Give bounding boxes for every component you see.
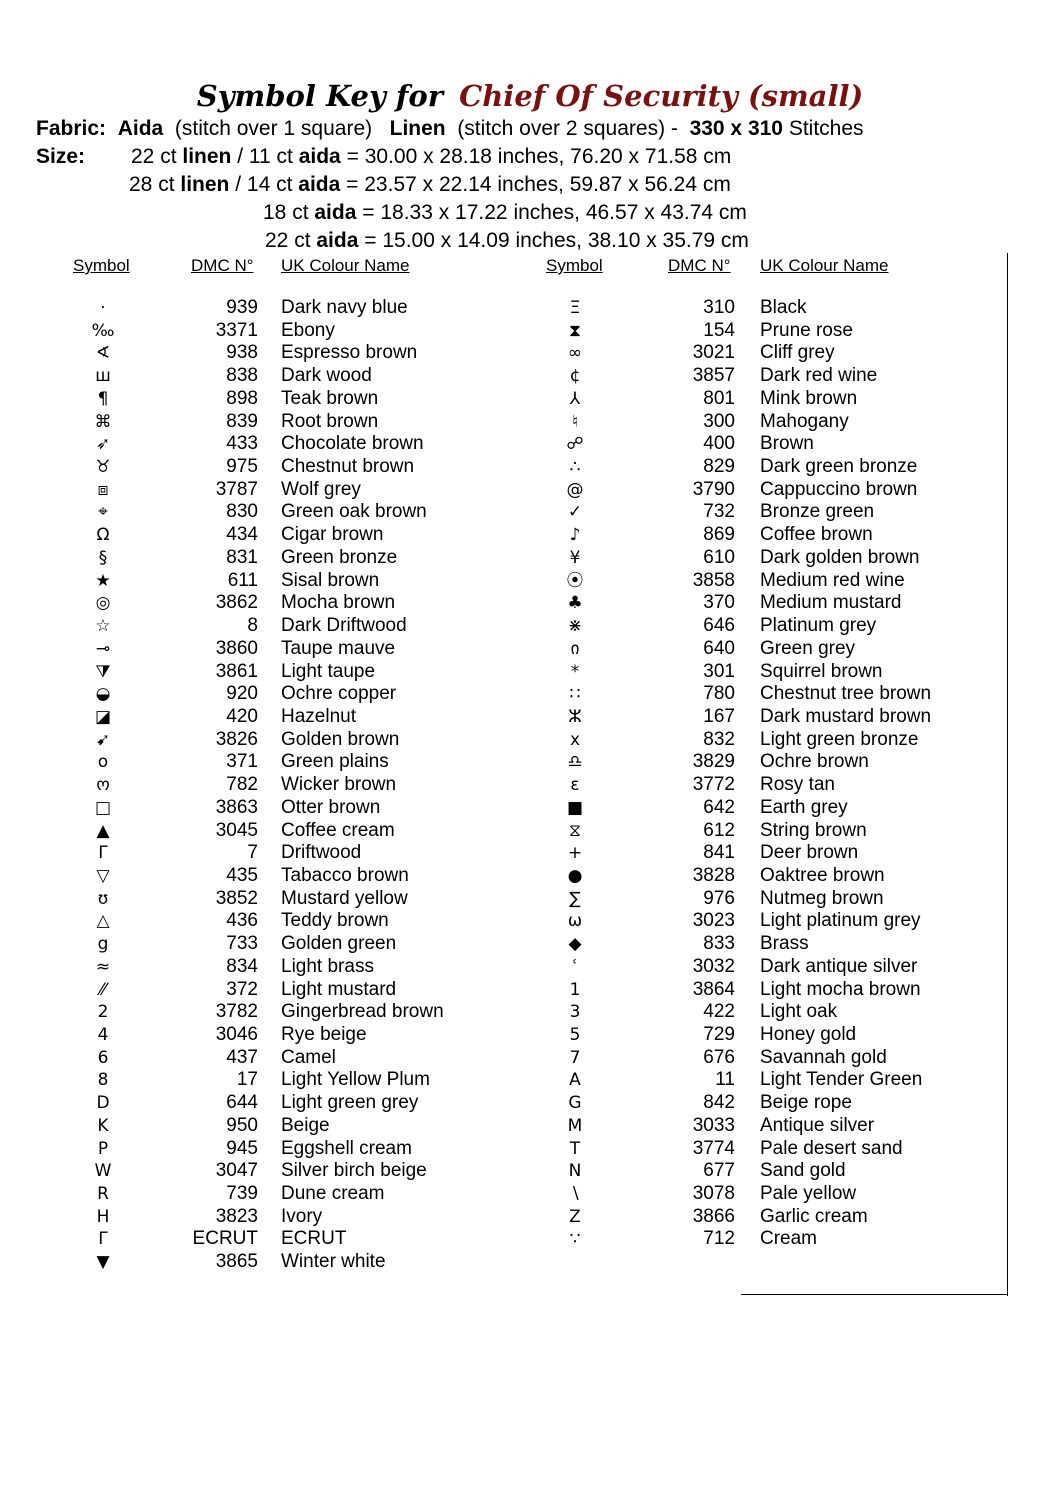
- dmc-number: 434: [226, 524, 258, 546]
- symbol-glyph: 7: [569, 1047, 581, 1068]
- dmc-number: 3033: [692, 1114, 735, 1136]
- colour-name: Oaktree brown: [760, 864, 885, 886]
- colour-name: Light taupe: [281, 660, 376, 682]
- dmc-number: 435: [226, 864, 258, 886]
- dmc-number: 640: [703, 637, 735, 659]
- dmc-number: 975: [226, 456, 258, 478]
- dmc-number: 611: [227, 569, 258, 591]
- colour-name: Dark green bronze: [760, 456, 918, 478]
- symbol-glyph: W: [94, 1161, 112, 1182]
- colour-name: Wicker brown: [281, 774, 397, 796]
- colour-name: Deer brown: [760, 842, 859, 864]
- symbol-glyph: T: [569, 1138, 581, 1159]
- colour-name: Light mustard: [281, 978, 397, 1000]
- symbol-glyph: ▲: [96, 820, 110, 841]
- colour-name: Coffee brown: [760, 524, 873, 546]
- dmc-number: 842: [703, 1092, 735, 1114]
- symbol-glyph: 6: [97, 1047, 109, 1068]
- colour-name: Silver birch beige: [281, 1160, 427, 1182]
- symbol-glyph: 3: [569, 1002, 581, 1023]
- dmc-number: 782: [226, 774, 258, 796]
- symbol-glyph: ♪: [569, 525, 581, 546]
- colour-name: Tabacco brown: [281, 864, 409, 886]
- dmc-number: 829: [703, 456, 735, 478]
- dmc-number: 3078: [692, 1183, 735, 1205]
- symbol-glyph: ⌖: [98, 502, 108, 523]
- symbol-glyph: ⦿: [566, 570, 584, 591]
- colour-name: Dark wood: [281, 365, 372, 387]
- symbol-glyph: ∴: [569, 457, 581, 478]
- colour-name: Otter brown: [281, 796, 381, 818]
- dmc-number: 677: [703, 1160, 735, 1182]
- dmc-number: 8: [247, 615, 258, 637]
- colour-name: Chestnut tree brown: [760, 683, 932, 705]
- stitches-word: Stitches: [788, 117, 864, 140]
- symbol-glyph: ➶: [95, 434, 111, 455]
- dmc-number: 300: [703, 410, 735, 432]
- dmc-number: 17: [236, 1069, 258, 1091]
- dmc-number: 832: [703, 728, 735, 750]
- colour-name: Hazelnut: [281, 705, 356, 727]
- symbol-glyph: M: [567, 1115, 583, 1136]
- dmc-number: 3866: [692, 1205, 735, 1227]
- colour-name: Light platinum grey: [760, 910, 921, 932]
- symbol-glyph: ▽: [96, 865, 110, 886]
- dmc-number: 3774: [692, 1137, 735, 1159]
- symbol-glyph: ⧗: [569, 320, 581, 341]
- colour-name: Golden green: [281, 933, 397, 955]
- symbol-glyph: ◆: [568, 934, 582, 955]
- dmc-number: 3861: [215, 660, 258, 682]
- dmc-number: 3787: [215, 478, 258, 500]
- symbol-glyph: ε: [570, 775, 580, 796]
- symbol-glyph: □: [94, 797, 112, 818]
- dmc-number: 838: [226, 365, 258, 387]
- colour-name: Beige rope: [760, 1092, 852, 1114]
- header-symbol-right: Symbol: [546, 256, 603, 275]
- dmc-number: 920: [226, 683, 258, 705]
- symbol-glyph: 4: [97, 1025, 109, 1045]
- dmc-number: 833: [703, 933, 735, 955]
- colour-name: Eggshell cream: [281, 1137, 412, 1159]
- dmc-number: 372: [226, 978, 258, 1000]
- header-name-right: UK Colour Name: [760, 256, 889, 275]
- right-border-line: [1007, 253, 1008, 1296]
- symbol-glyph: §: [98, 547, 108, 568]
- dmc-number: 839: [226, 410, 258, 432]
- symbol-glyph: ♣: [567, 593, 583, 614]
- header-symbol-left: Symbol: [73, 256, 130, 275]
- symbol-glyph: Ω: [96, 525, 110, 546]
- dmc-number: 3772: [692, 774, 735, 796]
- dmc-number: 3857: [692, 365, 735, 387]
- fabric-label: Fabric:: [36, 117, 107, 140]
- colour-name: Garlic cream: [760, 1205, 868, 1227]
- colour-name: Dark Driftwood: [281, 615, 407, 637]
- colour-name: Root brown: [281, 410, 379, 432]
- symbol-glyph: P: [97, 1138, 109, 1159]
- dmc-number: 676: [703, 1046, 735, 1068]
- symbol-glyph: ⊸: [95, 638, 111, 659]
- colour-name: Green plains: [281, 751, 389, 773]
- dmc-number: 642: [703, 796, 735, 818]
- symbol-glyph: ო: [96, 775, 110, 796]
- dmc-number: 422: [703, 1001, 735, 1023]
- dmc-number: ECRUT: [192, 1228, 258, 1250]
- size-label: Size:: [36, 145, 86, 168]
- colour-name: Squirrel brown: [760, 660, 883, 682]
- symbol-glyph: Z: [569, 1206, 581, 1227]
- dmc-number: 801: [703, 387, 735, 409]
- size-line-2: 28 ct linen / 14 ct aida = 23.57 x 22.14 inches, 59.87 x 56.24 cm: [129, 173, 731, 196]
- colour-name: Golden brown: [281, 728, 400, 750]
- colour-name: Brown: [760, 433, 814, 455]
- symbol-glyph: ◪: [94, 706, 112, 727]
- dmc-number: 976: [703, 887, 735, 909]
- symbol-glyph: o: [97, 752, 109, 773]
- dmc-number: 3826: [215, 728, 258, 750]
- dmc-number: 3790: [692, 478, 735, 500]
- symbol-glyph: 1: [569, 979, 581, 1000]
- colour-name: Coffee cream: [281, 819, 395, 841]
- dmc-number: 433: [226, 433, 258, 455]
- symbol-glyph: 5: [569, 1025, 581, 1045]
- symbol-glyph: ʊ: [97, 888, 109, 909]
- dmc-number: 3864: [692, 978, 735, 1000]
- dmc-number: 712: [703, 1228, 735, 1250]
- dmc-number: 11: [715, 1069, 735, 1091]
- symbol-glyph: ⁄⁄: [100, 979, 106, 1000]
- colour-name: Green oak brown: [281, 501, 427, 523]
- dmc-number: 3045: [215, 819, 258, 841]
- symbol-glyph: ◎: [95, 593, 111, 614]
- symbol-glyph: Γ: [98, 1229, 108, 1250]
- colour-name: Mahogany: [760, 410, 849, 432]
- colour-name: String brown: [760, 819, 867, 841]
- dmc-number: 3852: [215, 887, 258, 909]
- symbol-glyph: ♎: [567, 752, 583, 773]
- colour-name: Mocha brown: [281, 592, 396, 614]
- colour-name: Cliff grey: [760, 342, 835, 364]
- dmc-number: 834: [226, 955, 258, 977]
- symbol-glyph: ∷: [569, 684, 581, 705]
- colour-name: Green grey: [760, 637, 856, 659]
- dmc-number: 841: [703, 842, 735, 864]
- dmc-number: 780: [703, 683, 735, 705]
- colour-name: Brass: [760, 933, 809, 955]
- colour-name: Winter white: [281, 1251, 386, 1273]
- colour-name: Gingerbread brown: [281, 1001, 444, 1023]
- symbol-glyph: x: [569, 729, 581, 750]
- page-title: [0, 78, 1060, 114]
- colour-name: Light brass: [281, 955, 374, 977]
- symbol-glyph: ♉: [95, 457, 111, 478]
- dmc-number: 610: [703, 546, 735, 568]
- symbol-glyph: ‰: [91, 320, 115, 341]
- header-dmc-left: DMC N°: [191, 256, 254, 275]
- colour-name: Nutmeg brown: [760, 887, 884, 909]
- dmc-number: 420: [226, 705, 258, 727]
- symbol-glyph: ∵: [569, 1229, 581, 1250]
- symbol-glyph: g: [97, 934, 109, 955]
- size-line-4: 22 ct aida = 15.00 x 14.09 inches, 38.10 x 35.79 cm: [265, 229, 749, 252]
- pattern-name: Chief Of Security (small): [459, 79, 864, 113]
- dmc-number: 945: [226, 1137, 258, 1159]
- colour-name: Savannah gold: [760, 1046, 887, 1068]
- symbol-glyph: ◒: [95, 684, 111, 705]
- symbol-glyph: ·: [100, 298, 106, 318]
- colour-name: Mink brown: [760, 387, 858, 409]
- colour-name: Sisal brown: [281, 569, 380, 591]
- colour-name: Ebony: [281, 319, 335, 341]
- symbol-glyph: ☍: [566, 434, 584, 455]
- dmc-number: 3032: [692, 955, 735, 977]
- colour-name: Driftwood: [281, 842, 362, 864]
- colour-name: Light green bronze: [760, 728, 919, 750]
- symbol-glyph: ⋇: [567, 616, 583, 637]
- symbol-glyph: ∞: [567, 343, 583, 364]
- symbol-glyph: ●: [567, 865, 583, 886]
- dmc-number: 3858: [692, 569, 735, 591]
- colour-name: Camel: [281, 1046, 336, 1068]
- dmc-number: 898: [226, 387, 258, 409]
- dmc-number: 739: [226, 1183, 258, 1205]
- colour-name: Bronze green: [760, 501, 875, 523]
- colour-name: Dark navy blue: [281, 297, 408, 318]
- dmc-number: 3046: [215, 1024, 258, 1045]
- colour-name: Espresso brown: [281, 342, 418, 364]
- dmc-number: 437: [226, 1046, 258, 1068]
- symbol-glyph: A: [569, 1070, 581, 1091]
- symbol-glyph: ≈: [95, 956, 111, 977]
- symbol-glyph: ★: [95, 570, 111, 591]
- symbol-glyph: ¥: [569, 547, 581, 568]
- symbol-glyph: ▼: [96, 1252, 110, 1273]
- colour-name: Teddy brown: [281, 910, 389, 932]
- symbol-glyph: N: [568, 1161, 582, 1182]
- dmc-number: 830: [226, 501, 258, 523]
- colour-name: Chestnut brown: [281, 456, 415, 478]
- colour-name: Light oak: [760, 1001, 838, 1023]
- symbol-glyph: Γ: [98, 843, 108, 864]
- colour-name: Prune rose: [760, 319, 853, 341]
- colour-name: Honey gold: [760, 1024, 857, 1045]
- header-name-left: UK Colour Name: [281, 256, 410, 275]
- symbol-glyph: ¶: [97, 388, 109, 409]
- symbol-glyph: ш: [95, 366, 111, 387]
- symbol-glyph: ∑: [569, 888, 581, 909]
- colour-name: Beige: [281, 1114, 330, 1136]
- colour-name: Ochre copper: [281, 683, 397, 705]
- dmc-number: 3863: [215, 796, 258, 818]
- colour-name: ECRUT: [281, 1228, 347, 1250]
- colour-name: Taupe mauve: [281, 637, 396, 659]
- colour-name: Black: [760, 297, 807, 318]
- colour-name: Pale yellow: [760, 1183, 857, 1205]
- symbol-glyph: @: [566, 479, 584, 500]
- colour-name: Cream: [760, 1228, 818, 1250]
- colour-name: Dark golden brown: [760, 546, 920, 568]
- symbol-glyph: G: [568, 1093, 582, 1114]
- symbol-glyph: ¢: [569, 366, 581, 387]
- symbol-glyph: D: [96, 1093, 110, 1114]
- symbol-glyph: ∖: [569, 1184, 581, 1205]
- dmc-number: 950: [226, 1114, 258, 1136]
- colour-name: Light Yellow Plum: [281, 1069, 430, 1091]
- dmc-number: 3828: [692, 864, 735, 886]
- colour-name: Pale desert sand: [760, 1137, 903, 1159]
- colour-name: Teak brown: [281, 387, 379, 409]
- colour-name: Mustard yellow: [281, 887, 408, 909]
- symbol-glyph: ʿ: [572, 956, 578, 977]
- colour-name: Cigar brown: [281, 524, 384, 546]
- dmc-number: 732: [703, 501, 735, 523]
- dmc-number: 646: [703, 615, 735, 637]
- dmc-number: 831: [226, 546, 258, 568]
- symbol-glyph: ⧖: [569, 820, 581, 841]
- colour-name: Platinum grey: [760, 615, 877, 637]
- dmc-number: 3862: [215, 592, 258, 614]
- dmc-number: 3865: [215, 1251, 258, 1273]
- dmc-number: 3860: [215, 637, 258, 659]
- colour-name: Cappuccino brown: [760, 478, 918, 500]
- fabric-aida-note: (stitch over 1 square): [174, 117, 373, 140]
- dmc-number: 3023: [692, 910, 735, 932]
- dmc-number: 939: [226, 297, 258, 318]
- dmc-number: 3823: [215, 1205, 258, 1227]
- dmc-number: 3021: [692, 342, 735, 364]
- fabric-linen: Linen: [389, 117, 446, 140]
- colour-name: Light green grey: [281, 1092, 419, 1114]
- fabric-linen-note: (stitch over 2 squares) -: [457, 117, 678, 140]
- symbol-glyph: ი: [570, 638, 580, 659]
- dmc-number: 310: [703, 297, 735, 318]
- dmc-number: 436: [226, 910, 258, 932]
- colour-name: Antique silver: [760, 1114, 875, 1136]
- size-line-1: 22 ct linen / 11 ct aida = 30.00 x 28.18 inches, 76.20 x 71.58 cm: [131, 145, 732, 168]
- symbol-glyph: R: [97, 1184, 109, 1205]
- bottom-border-line: [741, 1294, 1008, 1295]
- dmc-number: 154: [703, 319, 735, 341]
- symbol-glyph: ■: [566, 797, 584, 818]
- symbol-glyph: ω: [567, 911, 583, 932]
- symbol-glyph: H: [96, 1206, 110, 1227]
- dmc-number: 7: [247, 842, 258, 864]
- dmc-number: 3371: [215, 319, 258, 341]
- symbol-glyph: 2: [97, 1002, 109, 1023]
- dmc-number: 938: [226, 342, 258, 364]
- dmc-number: 3782: [215, 1001, 258, 1023]
- colour-name: Light Tender Green: [760, 1069, 923, 1091]
- colour-name: Dark mustard brown: [760, 705, 932, 727]
- colour-name: Rosy tan: [760, 774, 835, 796]
- symbol-glyph: ∢: [95, 343, 111, 364]
- symbol-glyph: K: [97, 1115, 109, 1136]
- colour-name: Wolf grey: [281, 478, 361, 500]
- dmc-number: 370: [703, 592, 735, 614]
- colour-name: Earth grey: [760, 796, 848, 818]
- dmc-number: 3047: [215, 1160, 258, 1182]
- symbol-glyph: ➹: [95, 729, 111, 750]
- symbol-glyph: Ξ: [569, 298, 581, 318]
- dmc-number: 869: [703, 524, 735, 546]
- symbol-glyph: ⵣ: [568, 706, 582, 727]
- symbol-glyph: ⧩: [95, 661, 111, 682]
- symbol-glyph: *: [570, 661, 580, 682]
- colour-name: Sand gold: [760, 1160, 846, 1182]
- symbol-glyph: +: [567, 843, 583, 864]
- colour-name: Dune cream: [281, 1183, 385, 1205]
- stitch-count: 330 x 310: [689, 117, 783, 140]
- dmc-number: 3829: [692, 751, 735, 773]
- colour-name: Ochre brown: [760, 751, 869, 773]
- dmc-number: 644: [226, 1092, 258, 1114]
- colour-name: Medium red wine: [760, 569, 905, 591]
- fabric-aida: Aida: [117, 117, 164, 140]
- colour-name: Dark red wine: [760, 365, 878, 387]
- dmc-number: 301: [703, 660, 735, 682]
- dmc-number: 612: [703, 819, 735, 841]
- symbol-glyph: ⧈: [97, 479, 109, 500]
- colour-name: Green bronze: [281, 546, 398, 568]
- symbol-glyph: 8: [97, 1070, 109, 1091]
- symbol-glyph: ☆: [95, 616, 111, 637]
- colour-name: Medium mustard: [760, 592, 902, 614]
- dmc-number: 167: [703, 705, 735, 727]
- dmc-number: 400: [703, 433, 735, 455]
- symbol-glyph: ✓: [567, 502, 583, 523]
- colour-name: Light mocha brown: [760, 978, 921, 1000]
- title-prefix: Symbol Key for: [196, 79, 444, 113]
- colour-name: Chocolate brown: [281, 433, 424, 455]
- size-line-3: 18 ct aida = 18.33 x 17.22 inches, 46.57 x 43.74 cm: [263, 201, 747, 224]
- dmc-number: 371: [226, 751, 258, 773]
- symbol-glyph: ⅄: [569, 388, 581, 409]
- colour-name: Dark antique silver: [760, 955, 918, 977]
- dmc-number: 733: [226, 933, 258, 955]
- header-dmc-right: DMC N°: [668, 256, 731, 275]
- symbol-glyph: ♮: [571, 411, 579, 432]
- colour-name: Rye beige: [281, 1024, 367, 1045]
- colour-name: Ivory: [281, 1205, 323, 1227]
- symbol-glyph: △: [96, 911, 110, 932]
- symbol-glyph: ⌘: [94, 411, 112, 432]
- dmc-number: 729: [703, 1024, 735, 1045]
